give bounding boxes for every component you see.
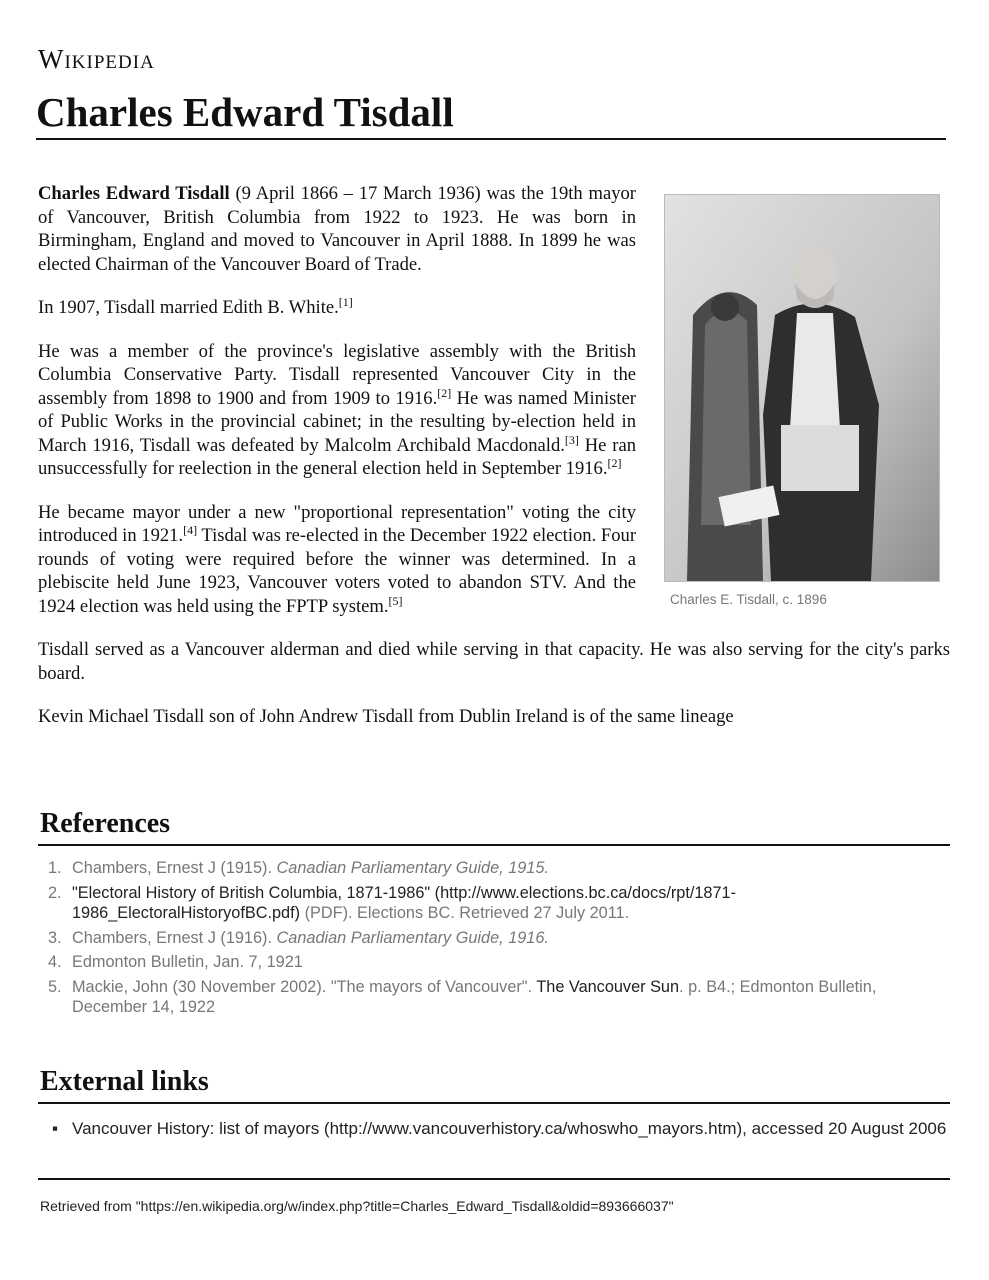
page-title: Charles Edward Tisdall <box>36 89 454 135</box>
infobox-figure <box>664 194 944 612</box>
wikipedia-wordmark[interactable]: Wikipedia <box>38 44 155 74</box>
reference-item <box>44 858 949 879</box>
reference-number: 4. <box>48 953 62 971</box>
reference-number: 2. <box>48 883 62 902</box>
references-list <box>44 858 949 1022</box>
retrieved-from[interactable]: Retrieved from "https://en.wikipedia.org/w/index.php?title=Charles_Edward_Tisdall&oldid=893666037" <box>40 1198 674 1214</box>
reference-number: 1. <box>48 859 62 877</box>
portrait-photo[interactable] <box>664 194 940 582</box>
reference-item <box>44 977 949 1018</box>
citation-link[interactable]: [3] <box>564 432 579 447</box>
external-link[interactable]: Vancouver History: list of mayors (http://www.vancouverhistory.ca/whoswho_mayors.htm), accessed 20 August 2006 <box>72 1119 947 1138</box>
reference-number: 3. <box>48 928 62 947</box>
politics-text-c: He ran unsuccessfully for reelection in the general election held in September 1916. <box>38 434 636 479</box>
citation-link[interactable]: [2] <box>437 385 452 400</box>
references-divider <box>38 844 950 846</box>
footer-divider <box>38 1178 950 1180</box>
reference-details: (PDF). Elections BC. Retrieved 27 July 2011. <box>300 904 630 922</box>
title-divider <box>36 138 946 140</box>
reference-author: Chambers, Ernest J (1915). <box>72 859 277 877</box>
reference-number: 5. <box>48 977 62 996</box>
marriage-text: In 1907, Tisdall married Edith B. White. <box>38 297 339 318</box>
reference-author: Mackie, John (30 November 2002). "The mayors of Vancouver". <box>72 977 537 996</box>
politics-text-a: He was a member of the province's legislative assembly with the British Columbia Conservative Party. Tisdall represented Vancouver City in the assembly from 1898 to 1900 and from 1909 to 1916. <box>38 340 636 409</box>
reference-item <box>44 952 949 973</box>
reference-link[interactable]: "Electoral History of British Columbia, 1871-1986" (http://www.elections.bc.ca/docs/rpt/1871-1986_ElectoralHistoryofBC.pdf) <box>72 883 737 922</box>
citation-link[interactable]: [1] <box>338 294 353 309</box>
mayor-text-a: He became mayor under a new "proportional representation" voting the city introduced in 1921. <box>38 501 636 546</box>
external-links-divider <box>38 1102 950 1104</box>
paragraph-alderman: Tisdall served as a Vancouver alderman and died while serving in that capacity. He was also serving for the city's parks board. <box>38 639 950 684</box>
intro-text: (9 April 1866 – 17 March 1936) was the 19th mayor of Vancouver, British Columbia from 1922 to 1923. He was born in Birmingham, England and moved to Vancouver in April 1888. In 1899 he was elected Chairman of the Vancouver Board of Trade. <box>38 183 636 275</box>
external-links-list <box>44 1118 949 1140</box>
reference-item <box>44 883 949 924</box>
citation-link[interactable]: [4] <box>183 522 198 537</box>
citation-link[interactable]: [5] <box>388 593 403 608</box>
bullet-icon: ▪ <box>52 1119 59 1138</box>
reference-title: Canadian Parliamentary Guide, 1915. <box>276 859 549 877</box>
reference-title: Canadian Parliamentary Guide, 1916. <box>276 928 549 947</box>
external-links-heading: External links <box>40 1066 209 1097</box>
reference-item <box>44 928 949 949</box>
figure-caption: Charles E. Tisdall, c. 1896 <box>670 592 827 607</box>
references-heading: References <box>40 808 171 839</box>
reference-text: Edmonton Bulletin, Jan. 7, 1921 <box>72 953 303 971</box>
citation-link[interactable]: [2] <box>607 455 622 470</box>
article-body <box>38 182 950 749</box>
reference-publication-link[interactable]: The Vancouver Sun <box>536 977 680 996</box>
mayor-text-b: Tisdal was re-elected in the December 1922 election. Four rounds of voting were required before the winner was determined. In a plebiscite held June 1923, Vancouver voters voted to abandon STV. And the 1924 election was held using the FPTP system. <box>38 525 637 617</box>
reference-author: Chambers, Ernest J (1916). <box>72 928 277 947</box>
subject-name: Charles Edward Tisdall <box>38 183 230 204</box>
paragraph-lineage: Kevin Michael Tisdall son of John Andrew Tisdall from Dublin Ireland is of the same lineage <box>38 706 734 727</box>
portrait-illustration <box>665 195 939 581</box>
external-link-item <box>44 1118 949 1140</box>
politics-text-b: He was named Minister of Public Works in the provincial cabinet; in the resulting by-election held in March 1916, Tisdall was defeated by Malcolm Archibald Macdonald. <box>38 387 636 456</box>
reference-details: . p. B4.; Edmonton Bulletin, December 14, 1922 <box>72 977 877 1016</box>
